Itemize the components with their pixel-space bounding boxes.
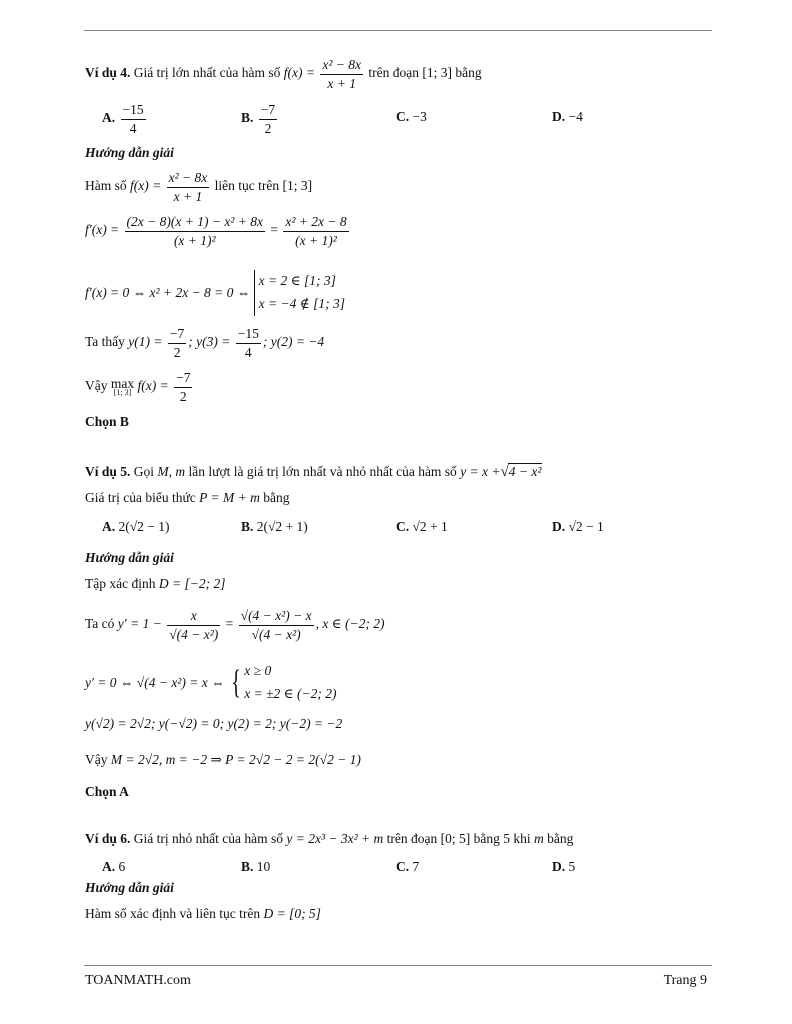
ex4-s4-b: ; y(3) =: [188, 334, 231, 350]
ex5-s2-frac2: [239, 609, 314, 641]
ex5-opt-c-value: √2 + 1: [412, 519, 448, 534]
ex4-step-4: [85, 327, 324, 359]
ex4-step-1: [85, 171, 312, 203]
ex6-opt-c-value: 7: [412, 859, 420, 874]
ex4-s4-a-den: 2: [173, 344, 181, 360]
ex6-question: [85, 832, 573, 846]
ex4-s1-lhs: f(x) =: [130, 178, 162, 194]
ex5-guide-heading: Hướng dẫn giải: [85, 550, 174, 565]
ex5-s5-expr: M = 2√2, m = −2 ⇒ P = 2√2 − 2 = 2(√2 − 1): [110, 752, 361, 767]
ex4-opt-a-label: A.: [102, 110, 116, 126]
ex6-option-c[interactable]: [396, 860, 419, 874]
ex4-s4-b-den: 4: [244, 344, 252, 360]
ex6-text-a: Giá trị nhỏ nhất của hàm số: [130, 831, 287, 846]
ex4-s4-frac-a: [168, 327, 186, 359]
ex5-s1-text: Tập xác định: [85, 576, 159, 591]
ex6-option-d[interactable]: [552, 860, 575, 874]
ex4-opt-b-den: 2: [264, 120, 272, 136]
ex5-opt-d-value: √2 − 1: [568, 519, 604, 534]
ex5-text-a: Gọi: [130, 464, 158, 479]
ex4-step-3: [85, 270, 345, 316]
ex5-step-1: [85, 577, 225, 591]
ex4-s1-text: Hàm số: [85, 178, 130, 194]
ex4-s4-c: ; y(2) = −4: [262, 334, 325, 350]
ex4-opt-b-num: −7: [259, 103, 277, 120]
ex5-s3-case2: x = ±2 ∈ (−2; 2): [244, 685, 337, 701]
ex6-s1-text: Hàm số xác định và liên tục trên: [85, 906, 264, 921]
ex5-step-3: [85, 660, 337, 706]
ex5-q-tail: bằng: [259, 490, 290, 505]
ex4-s3-cases: [254, 270, 345, 316]
ex4-s2-frac1: [125, 215, 265, 247]
ex4-question: [85, 58, 482, 90]
ex6-func: y = 2x³ − 3x² + m: [286, 831, 384, 846]
ex5-s2-den1: √(4 − x²): [169, 626, 219, 642]
ex5-answer: Chọn A: [85, 784, 129, 799]
ex5-step-4: y(√2) = 2√2; y(−√2) = 0; y(2) = 2; y(−2) = −2: [85, 716, 343, 731]
ex4-f-num: x² − 8x: [320, 58, 363, 75]
ex6-opt-c-label: C.: [396, 859, 410, 874]
ex4-opt-c-value: −3: [412, 109, 427, 124]
ex4-option-b[interactable]: [241, 103, 279, 135]
ex5-option-d[interactable]: [552, 520, 604, 534]
footer-page-number: Trang 9: [663, 973, 707, 988]
ex6-opt-d-value: 5: [568, 859, 576, 874]
ex5-s2-den2: √(4 − x²): [251, 626, 301, 642]
ex5-s3-system: [244, 660, 336, 706]
ex6-opt-a-label: A.: [102, 859, 116, 874]
ex6-s1-expr: D = [0; 5]: [263, 906, 321, 921]
ex4-text-a: Giá trị lớn nhất của hàm số: [130, 65, 284, 81]
ex5-text-mm: M, m: [157, 464, 186, 479]
ex4-opt-a-num: −15: [121, 103, 146, 120]
ex4-s2-lhs: f′(x) =: [85, 222, 120, 238]
ex5-s3-brace: {: [231, 663, 242, 701]
ex6-option-b[interactable]: [241, 860, 270, 874]
ex5-opt-b-label: B.: [241, 519, 254, 534]
ex5-s2-eq: =: [225, 616, 234, 632]
ex5-opt-b-value: 2(√2 + 1): [256, 519, 308, 534]
ex4-option-a[interactable]: [102, 103, 148, 135]
ex4-s4-text: Ta thấy: [85, 334, 129, 350]
ex4-title: Ví dụ 4.: [85, 65, 131, 81]
ex5-opt-d-label: D.: [552, 519, 566, 534]
ex5-s2-frac1: [167, 609, 220, 641]
ex5-opt-c-label: C.: [396, 519, 410, 534]
ex5-s2-num1: x: [167, 609, 220, 626]
ex6-text-c: bằng: [543, 831, 574, 846]
footer-rule: [84, 965, 712, 966]
ex6-text-b: trên đoạn [0; 5] bằng 5 khi: [383, 831, 534, 846]
ex5-radical-sign: √: [500, 464, 509, 480]
ex4-opt-b-label: B.: [241, 110, 254, 126]
ex5-title: Ví dụ 5.: [85, 464, 131, 479]
ex4-s1-tail: liên tục trên [1; 3]: [214, 178, 313, 194]
ex4-f-fraction: [320, 58, 363, 90]
ex5-option-b[interactable]: [241, 520, 308, 534]
ex4-s2-den1: (x + 1)²: [173, 232, 216, 248]
ex5-s3-case1: x ≥ 0: [244, 663, 272, 678]
ex6-opt-d-label: D.: [552, 859, 566, 874]
ex4-f-lhs: f(x) =: [283, 65, 315, 81]
ex4-answer: Chọn B: [85, 414, 129, 429]
ex4-s2-num2: x² + 2x − 8: [283, 215, 348, 232]
ex6-opt-b-label: B.: [241, 859, 254, 874]
ex5-func-sqrt: 4 − x²: [508, 464, 542, 479]
ex6-option-a[interactable]: [102, 860, 125, 874]
ex4-s5-num: −7: [174, 371, 192, 388]
ex5-s2-tail: , x ∈ (−2; 2): [315, 616, 385, 632]
ex5-step-5: [85, 753, 361, 767]
header-rule: [84, 30, 712, 31]
ex4-s4-a-num: −7: [168, 327, 186, 344]
ex4-s2-num1: (2x − 8)(x + 1) − x² + 8x: [125, 215, 265, 232]
ex6-step-1: [85, 907, 321, 921]
ex5-q-text: Giá trị của biểu thức: [85, 490, 200, 505]
ex4-opt-a-frac: [121, 103, 146, 135]
ex4-opt-a-den: 4: [129, 120, 137, 136]
ex4-opt-b-frac: [259, 103, 277, 135]
ex5-option-a[interactable]: [102, 520, 170, 534]
ex4-s5-frac: [174, 371, 192, 403]
ex4-s5-den: 2: [179, 388, 187, 404]
ex6-title: Ví dụ 6.: [85, 831, 131, 846]
ex6-text-m: m: [534, 831, 544, 846]
ex4-s1-frac: [167, 171, 210, 203]
ex4-s3-case2: x = −4 ∉ [1; 3]: [258, 295, 346, 311]
ex5-q-expr: P = M + m: [199, 490, 260, 505]
ex6-opt-a-value: 6: [118, 859, 126, 874]
footer-site[interactable]: TOANMATH.com: [85, 973, 191, 988]
ex4-opt-d-label: D.: [552, 109, 566, 124]
ex5-opt-a-value: 2(√2 − 1): [118, 519, 170, 534]
ex5-step-2: [85, 609, 385, 641]
ex5-question: [85, 463, 542, 480]
ex5-s2-num2: √(4 − x²) − x: [239, 609, 314, 626]
ex4-f-den: x + 1: [327, 75, 356, 91]
ex4-s2-eq: =: [270, 222, 278, 238]
ex4-opt-c-label: C.: [396, 109, 410, 124]
ex5-option-c[interactable]: [396, 520, 448, 534]
ex5-question-2: [85, 491, 290, 505]
ex4-text-b: trên đoạn [1; 3] bằng: [368, 65, 482, 81]
ex4-s5-text: Vậy: [85, 378, 111, 394]
ex4-step-2: [85, 215, 351, 247]
ex4-s3-lhs: f′(x) = 0 ⇔ x² + 2x − 8 = 0 ⇔: [85, 285, 251, 301]
ex4-s5-max: [111, 377, 134, 398]
ex5-s5-text: Vậy: [85, 752, 111, 767]
ex4-s5-f: f(x) =: [134, 378, 169, 394]
ex5-s3-lhs: y′ = 0 ⇔ √(4 − x²) = x ⇔: [85, 675, 225, 691]
ex4-opt-d-value: −4: [568, 109, 583, 124]
ex6-opt-b-value: 10: [256, 859, 271, 874]
ex5-opt-a-label: A.: [102, 519, 116, 534]
ex4-guide-heading: Hướng dẫn giải: [85, 145, 174, 160]
ex4-s3-case1: x = 2 ∈ [1; 3]: [258, 273, 336, 288]
ex4-s1-den: x + 1: [173, 188, 203, 204]
ex4-s5-max-word: max: [110, 375, 135, 391]
ex4-s1-num: x² − 8x: [167, 171, 210, 188]
ex5-text-b: lần lượt là giá trị lớn nhất và nhỏ nhất của hàm số: [185, 464, 461, 479]
ex4-s4-b-num: −15: [236, 327, 261, 344]
ex6-guide-heading: Hướng dẫn giải: [85, 880, 174, 895]
ex4-s5-max-sub: [1; 3]: [113, 388, 132, 398]
ex5-func: y = x +: [460, 464, 501, 479]
ex4-s2-den2: (x + 1)²: [295, 232, 337, 248]
ex5-s2-text: Ta có: [85, 616, 118, 632]
ex5-s1-expr: D = [−2; 2]: [158, 576, 226, 591]
ex4-s4-frac-b: [236, 327, 261, 359]
ex4-option-d[interactable]: [552, 110, 583, 124]
ex4-option-c[interactable]: [396, 110, 427, 124]
ex5-s2-lhs: y′ = 1 −: [117, 616, 162, 632]
ex4-s4-a: y(1) =: [128, 334, 163, 350]
ex4-s2-frac2: [283, 215, 348, 247]
ex4-step-5: [85, 371, 194, 403]
